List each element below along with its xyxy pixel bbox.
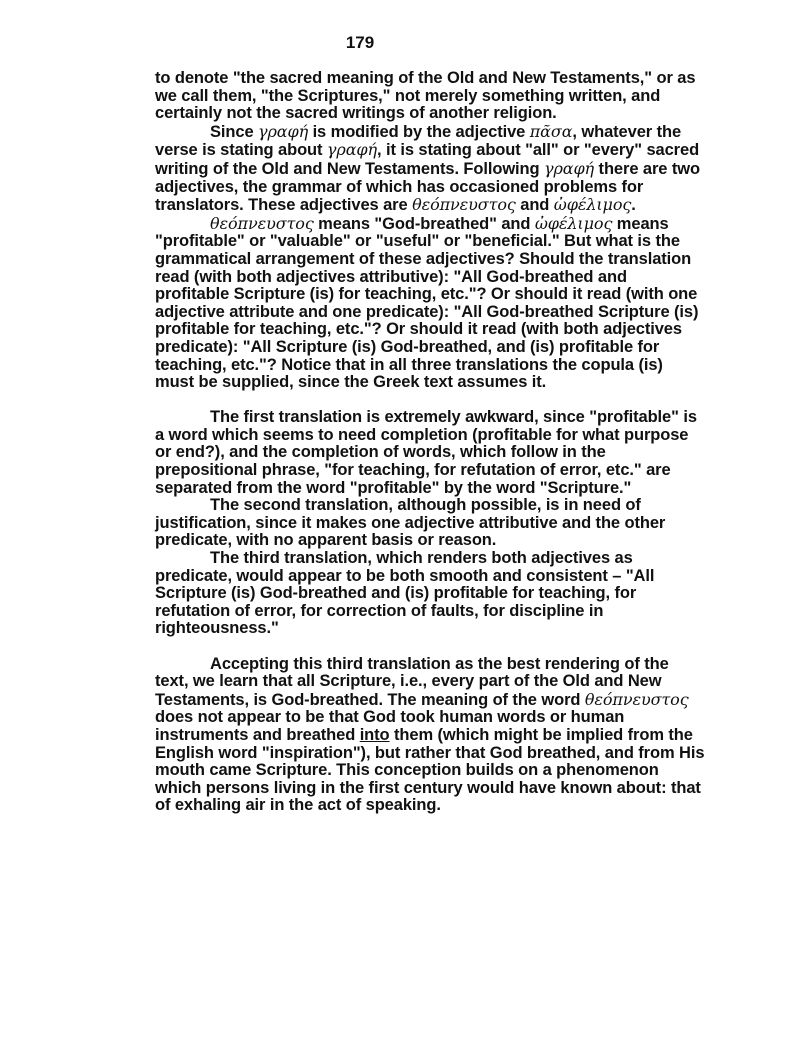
p2-text-a: Since — [210, 122, 259, 141]
p2-text-d: , it is stating about "all" or "every" sacred writing of the Old and New Testaments. Following — [155, 141, 700, 178]
p7-text-a: Accepting this third translation as the best rendering of the text, we learn that all Scripture, i.e., every part of the Old and New Testaments, is God-breathed. The meaning of the word — [155, 654, 669, 709]
p2-text-b: is modified by the adjective — [308, 122, 530, 141]
greek-graphe: γραφή — [326, 140, 377, 160]
paragraph-5: The second translation, although possible, is in need of justification, since it makes one adjective attributive and the other predicate, with no apparent basis or reason. — [155, 496, 666, 550]
greek-theopneustos: θεόπνευστος — [412, 195, 516, 215]
p7-text-c: them (which might be implied from the English word "inspiration"), but rather that God breathed, and from His mouth came Scripture. This conception builds on a phenomenon which persons living in the first century would have known about: that of exhaling air in the act of speaking. — [155, 725, 705, 815]
p3-text-a: means "God-breathed" and — [313, 214, 535, 233]
paragraph-1: to denote "the sacred meaning of the Old and New Testaments," or as we call them, "the Scriptures," not merely something written, and certainly not the sacred writings of another religion. — [155, 69, 696, 123]
p7-text-b: does not appear to be that God took human words or human instruments and breathed — [155, 708, 625, 744]
paragraph-6: The third translation, which renders both adjectives as predicate, would appear to be both smooth and consistent – "All Scripture (is) God-breathed and (is) profitable for teaching, for refutation of error, for correction of faults, for discipline in righteousness." — [155, 549, 655, 638]
underlined-into: into — [359, 725, 390, 744]
greek-theopneustos: θεόπνευστος — [210, 213, 314, 233]
paragraph-2 — [155, 123, 705, 215]
body-text — [155, 70, 705, 815]
paragraph-7 — [155, 656, 705, 815]
p2-text-e: there are two adjectives, the grammar of which has occasioned problems for translators. These adjectives are — [155, 159, 700, 215]
greek-ophelimos: ὠφέλιμος — [553, 195, 632, 215]
greek-ophelimos: ὠφέλιμος — [534, 213, 613, 233]
p2-text-f: and — [515, 196, 554, 215]
page-number: 179 — [345, 33, 375, 52]
paragraph-4: The first translation is extremely awkward, since "profitable" is a word which seems to need completion (profitable for what purpose or end?), and the completion of words, which follow in the prepositional phrase, "for teaching, for refutation of error, etc." are separated from the word "profitable" by the word "Scripture." — [155, 408, 697, 497]
greek-pasa: πᾶσα — [529, 121, 573, 141]
greek-graphe: γραφή — [543, 158, 595, 178]
p2-text-g: . — [631, 196, 636, 215]
greek-theopneustos: θεόπνευστος — [584, 689, 689, 709]
p2-text-c: , whatever the verse is stating about — [155, 122, 682, 160]
p3-text-b: means "profitable" or "valuable" or "useful" or "beneficial." But what is the grammatical arrangement of these adjectives? Should the translation read (with both adjectives attributive): "All God-breathed and profitable Scripture (is) for teaching, etc."? Or should it read (with one adjective attribute and one predicate): "All God-breathed Scripture (is) profitable for teaching, etc."? Or should it read (with both adjectives predicate): "All Scripture (is) God-breathed, and (is) profitable for teaching, etc."? Notice that in all three translations the copula (is) must be supplied, since the Greek text assumes it. — [155, 214, 699, 392]
greek-graphe: γραφή — [258, 121, 309, 141]
paragraph-3 — [155, 215, 705, 392]
